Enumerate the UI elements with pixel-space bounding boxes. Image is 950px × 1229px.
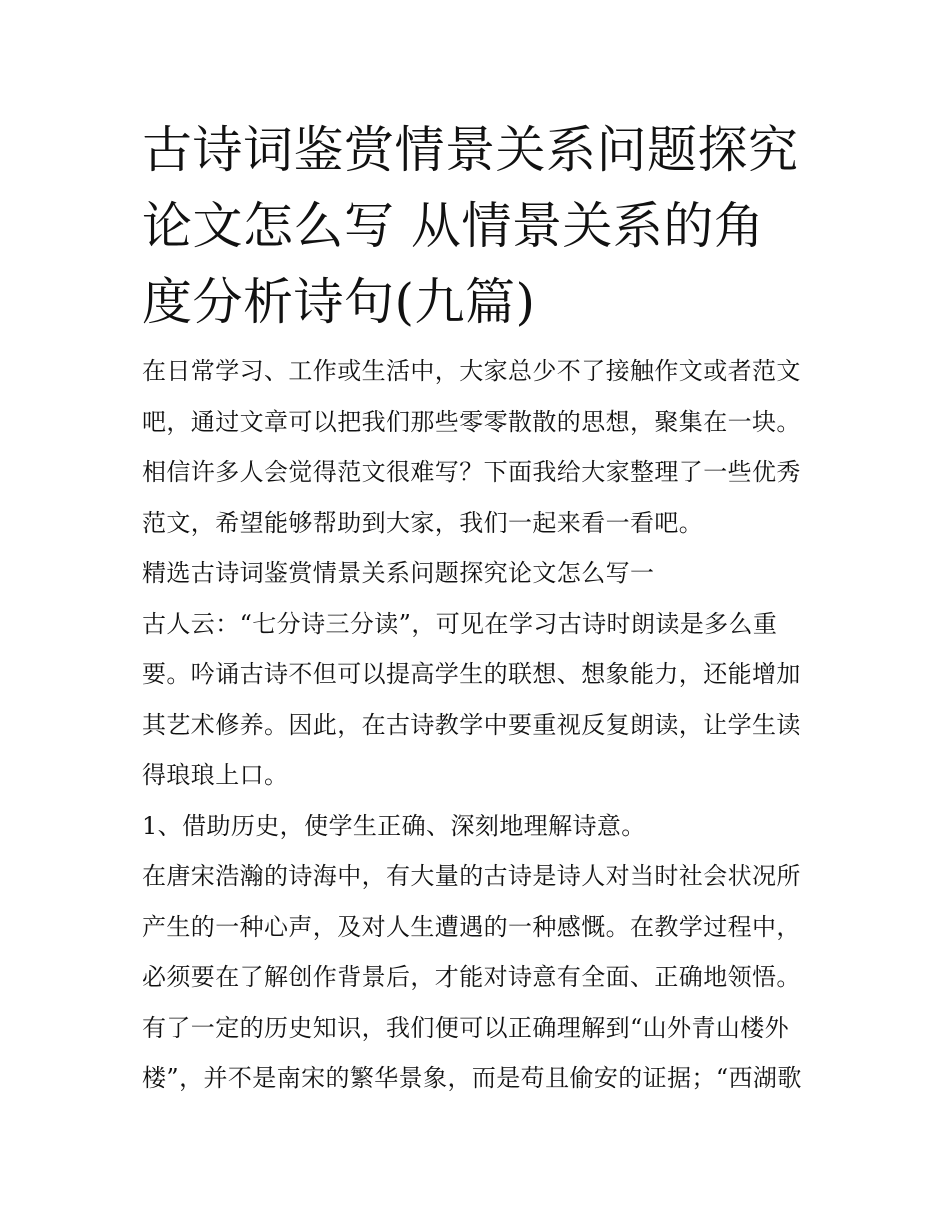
document-page <box>142 112 814 1104</box>
paragraph-intro: 在日常学习、工作或生活中，大家总少不了接触作文或者范文吧，通过文章可以把我们那些零零散散的思想，聚集在一块。相信许多人会觉得范文很难写？下面我给大家整理了一些优秀范文，希望能够帮助到大家，我们一起来看一看吧。 <box>142 357 801 537</box>
document-title: 古诗词鉴赏情景关系问题探究论文怎么写 从情景关系的角度分析诗句(九篇) <box>142 121 799 331</box>
paragraph-reading: 古人云：“七分诗三分读”，可见在学习古诗时朗读是多么重要。吟诵古诗不但可以提高学生的联想、想象能力，还能增加其艺术修养。因此，在古诗教学中要重视反复朗读，让学生读得琅琅上口。 <box>142 609 801 789</box>
paragraph-point-one: 1、借助历史，使学生正确、深刻地理解诗意。 <box>142 811 646 840</box>
paragraph-history: 在唐宋浩瀚的诗海中，有大量的古诗是诗人对当时社会状况所产生的一种心声，及对人生遭遇的一种感慨。在教学过程中，必须要在了解创作背景后，才能对诗意有全面、正确地领悟。有了一定的历史知识，我们便可以正确理解到“山外青山楼外楼”，并不是南宋的繁华景象，而是苟且偷安的证据；“西湖歌 <box>142 862 802 1092</box>
paragraph-section-heading: 精选古诗词鉴赏情景关系问题探究论文怎么写一 <box>142 559 655 587</box>
